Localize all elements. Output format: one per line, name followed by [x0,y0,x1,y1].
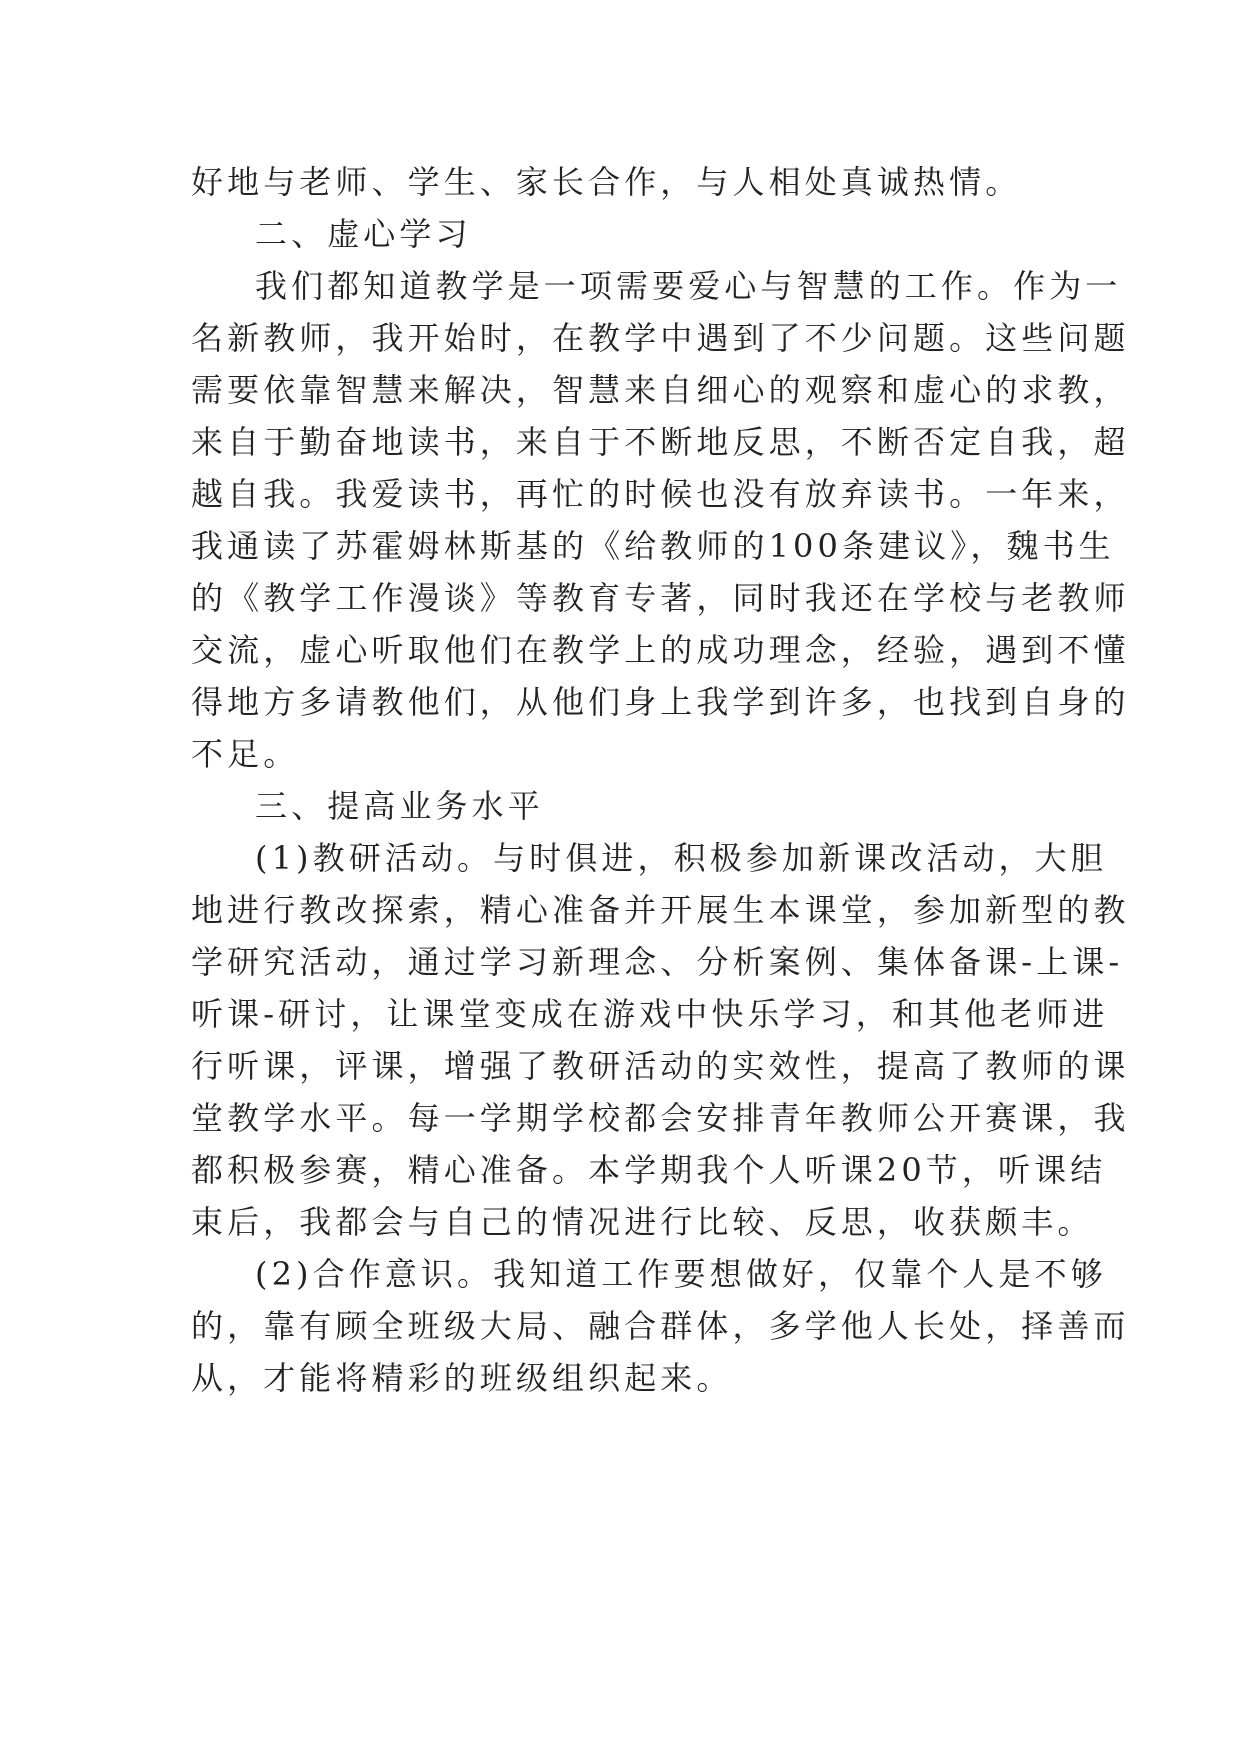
text-line: 不足。 [191,735,300,773]
text-line: 我们都知道教学是一项需要爱心与智慧的工作。作为一 [255,267,1122,305]
text-line: 来自于勤奋地读书，来自于不断地反思，不断否定自我，超 [191,423,1130,461]
section-heading: 三、提高业务水平 [255,787,544,825]
text-line: 听课-研讨，让课堂变成在游戏中快乐学习，和其他老师进 [191,995,1109,1033]
text-line: 好地与老师、学生、家长合作，与人相处真诚热情。 [191,163,1022,201]
text-line: 地进行教改探索，精心准备并开展生本课堂，参加新型的教 [191,891,1130,929]
text-line: 堂教学水平。每一学期学校都会安排青年教师公开赛课，我 [191,1099,1130,1137]
text-line: 都积极参赛，精心准备。本学期我个人听课20节，听课结 [191,1151,1107,1189]
text-line: 越自我。我爱读书，再忙的时候也没有放弃读书。一年来， [191,475,1130,513]
text-line: 的《教学工作漫谈》等教育专著，同时我还在学校与老教师 [191,579,1130,617]
text-line: 行听课，评课，增强了教研活动的实效性，提高了教师的课 [191,1047,1130,1085]
text-line: 我通读了苏霍姆林斯基的《给教师的100条建议》，魏书生 [191,527,1115,565]
text-line: 的，靠有顾全班级大局、融合群体，多学他人长处，择善而 [191,1307,1130,1345]
text-line: 从，才能将精彩的班级组织起来。 [191,1359,733,1397]
text-line: (1)教研活动。与时俱进，积极参加新课改活动，大胆 [255,839,1107,877]
text-line: 名新教师，我开始时，在教学中遇到了不少问题。这些问题 [191,319,1130,357]
text-line: (2)合作意识。我知道工作要想做好，仅靠个人是不够 [255,1255,1107,1293]
text-line: 需要依靠智慧来解决，智慧来自细心的观察和虚心的求教， [191,371,1130,409]
text-line: 得地方多请教他们，从他们身上我学到许多，也找到自身的 [191,683,1130,721]
section-heading: 二、虚心学习 [255,215,472,253]
text-line: 学研究活动，通过学习新理念、分析案例、集体备课-上课- [191,943,1124,981]
text-line: 交流，虚心听取他们在教学上的成功理念，经验，遇到不懂 [191,631,1130,669]
text-line: 束后，我都会与自己的情况进行比较、反思，收获颇丰。 [191,1203,1094,1241]
